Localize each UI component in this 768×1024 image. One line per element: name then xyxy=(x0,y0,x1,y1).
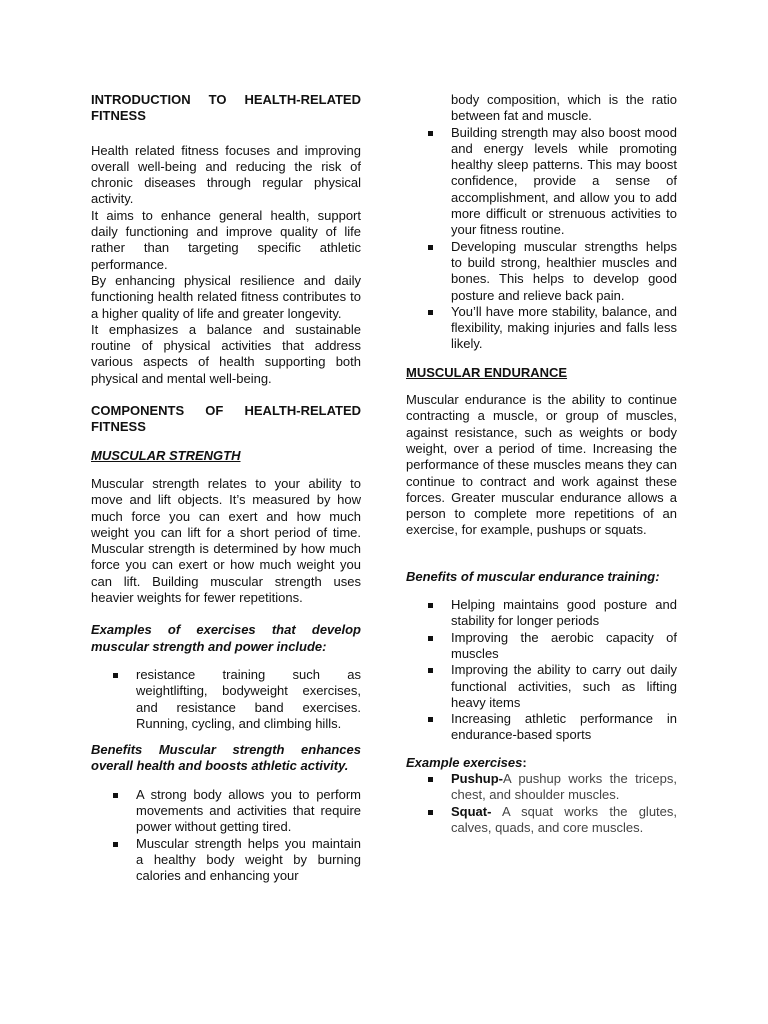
muscular-strength-paragraph: Muscular strength relates to your ability to move and lift objects. It’s measured by how much force you can exert and how much weight you can lift for a short period of time. Muscular strength is determined by how much force you can exert or how much weight you can lift. Building muscular strength uses heavier weights for fewer repetitions. xyxy=(91,475,361,606)
list-item: Increasing athletic performance in endurance-based sports xyxy=(406,711,677,744)
bullet-icon xyxy=(428,668,433,673)
bullet-icon xyxy=(113,842,118,847)
muscular-endurance-heading: MUSCULAR ENDURANCE xyxy=(406,364,568,380)
list-item: Improving the ability to carry out daily functional activities, such as lifting heavy items xyxy=(406,662,677,711)
muscular-strength-heading: MUSCULAR STRENGTH xyxy=(91,447,241,463)
bullet-icon xyxy=(428,777,433,782)
right-column xyxy=(406,92,677,836)
example-exercises-heading: Example exercises: xyxy=(406,754,527,770)
bullet-icon xyxy=(428,717,433,722)
list-item: resistance training such as weightlifting, bodyweight exercises, and resistance band exercises. Running, cycling, and climbing hills. xyxy=(91,667,361,732)
bullet-icon xyxy=(113,793,118,798)
muscular-endurance-paragraph: Muscular endurance is the ability to continue contracting a muscle, or group of muscles, against resistance, such as weights or body weight, over a period of time. Increasing the performance of these muscles means they can continue to contract and work against these forces. Greater muscular endurance allows a person to complete more repetitions of an exercise, for example, pushups or squats. xyxy=(406,392,677,538)
intro-paragraph-2: It aims to enhance general health, support daily functioning and improve quality of life rather than targeting specific athletic performance. xyxy=(91,207,361,272)
exercise-name: Pushup- xyxy=(451,770,503,786)
list-item: Pushup-A pushup works the triceps, chest, and shoulder muscles. xyxy=(406,771,677,804)
intro-paragraph-3: By enhancing physical resilience and daily functioning health related fitness contributes to a higher quality of life and greater longevity. xyxy=(91,272,361,321)
list-item: Muscular strength helps you maintain a healthy body weight by burning calories and enhancing your xyxy=(91,836,361,885)
list-item: Squat- A squat works the glutes, calves, quads, and core muscles. xyxy=(406,804,677,837)
intro-heading: INTRODUCTION TO HEALTH-RELATED FITNESS xyxy=(91,92,361,124)
list-item: You’ll have more stability, balance, and flexibility, making injuries and falls less likely. xyxy=(406,304,677,353)
list-item: Helping maintains good posture and stability for longer periods xyxy=(406,597,677,630)
examples-heading: Examples of exercises that develop muscular strength and power include: xyxy=(91,622,361,654)
bullet-icon xyxy=(428,636,433,641)
endurance-benefits-heading: Benefits of muscular endurance training: xyxy=(406,568,660,584)
bullet-icon xyxy=(113,673,118,678)
benefits-list xyxy=(91,787,361,885)
left-column xyxy=(91,92,361,884)
benefits-heading: Benefits Muscular strength enhances overall health and boosts athletic activity. xyxy=(91,742,361,774)
list-item: Building strength may also boost mood and energy levels while promoting healthy sleep patterns. This may boost confidence, provide a sense of accomplishment, and allow you to add more difficult or strenuous activities to your fitness routine. xyxy=(406,125,677,239)
intro-paragraph-4: It emphasizes a balance and sustainable routine of physical activities that address various aspects of health supporting both physical and mental well-being. xyxy=(91,321,361,386)
examples-list xyxy=(91,667,361,732)
list-item: A strong body allows you to perform movements and activities that require power without getting tired. xyxy=(91,787,361,836)
bullet-icon xyxy=(428,131,433,136)
example-exercises-list xyxy=(406,771,677,836)
components-heading: COMPONENTS OF HEALTH-RELATED FITNESS xyxy=(91,403,361,435)
bullet-icon xyxy=(428,810,433,815)
strength-benefits-continued-list xyxy=(406,92,677,353)
intro-paragraph-1: Health related fitness focuses and improving overall well-being and reducing the risk of chronic diseases through regular physical activity. xyxy=(91,142,361,207)
list-item-continued: body composition, which is the ratio between fat and muscle. xyxy=(451,92,677,124)
bullet-icon xyxy=(428,245,433,250)
bullet-icon xyxy=(428,310,433,315)
list-item: Developing muscular strengths helps to build strong, healthier muscles and bones. This helps to develop good posture and relieve back pain. xyxy=(406,239,677,304)
list-item: Improving the aerobic capacity of muscles xyxy=(406,630,677,663)
exercise-name: Squat- xyxy=(451,803,492,819)
bullet-icon xyxy=(428,603,433,608)
endurance-benefits-list xyxy=(406,597,677,744)
